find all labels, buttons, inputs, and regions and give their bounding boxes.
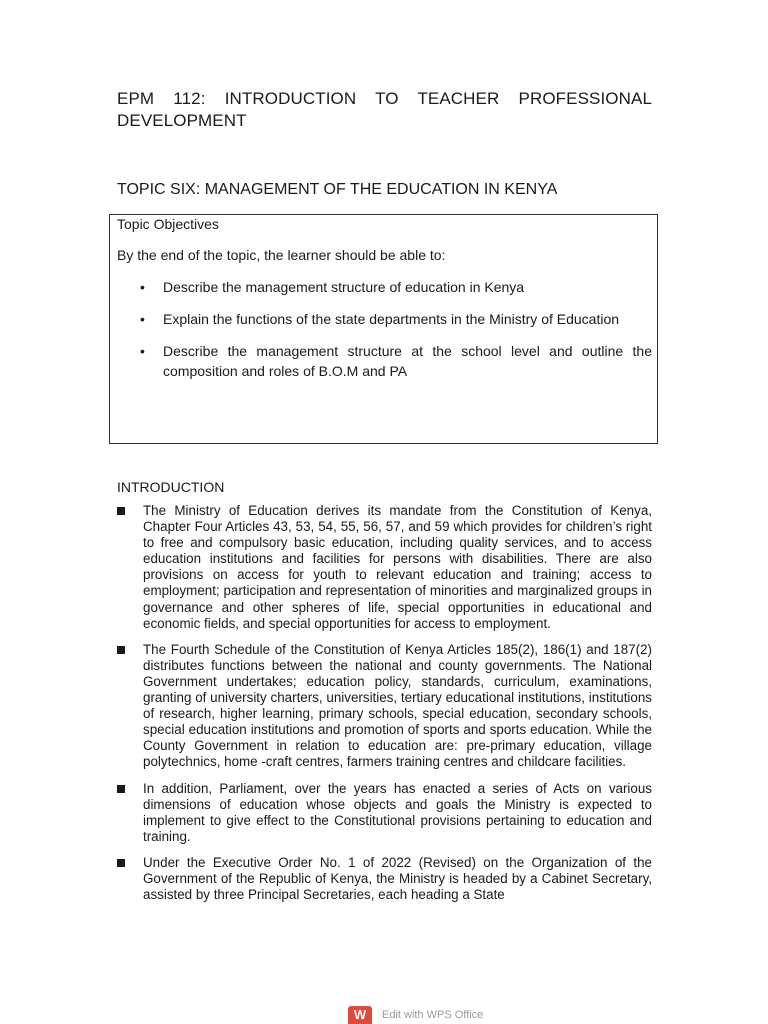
topic-objectives-box (109, 214, 658, 444)
objectives-list (110, 277, 659, 393)
edit-with-wps-link[interactable]: Edit with WPS Office (382, 1009, 484, 1021)
objective-text: Describe the management structure of education in Kenya (163, 279, 525, 295)
bullet-dot-icon: • (140, 311, 145, 327)
bullet-dot-icon: • (140, 279, 145, 295)
list-item (143, 503, 652, 632)
square-bullet-icon (117, 859, 125, 867)
paragraph-text: Under the Executive Order No. 1 of 2022 (Revised) on the Organization of the Government of the Republic of Kenya, the Ministry is headed by a Cabinet Secretary, assisted by three Principal Secretaries, each heading a State (143, 854, 652, 903)
objective-item (110, 309, 659, 329)
objective-item (110, 277, 659, 297)
bullet-dot-icon: • (140, 343, 145, 359)
introduction-list (0, 503, 768, 913)
introduction-heading: INTRODUCTION (117, 479, 225, 495)
objectives-heading: Topic Objectives (117, 216, 219, 232)
list-item (143, 781, 652, 845)
square-bullet-icon (117, 507, 125, 515)
wps-watermark[interactable] (348, 1006, 483, 1024)
square-bullet-icon (117, 646, 125, 654)
paragraph-text: In addition, Parliament, over the years has enacted a series of Acts on various dimensions of education whose objects and goals the Ministry is expected to implement to give effect to the Constitutional provisions pertaining to education and training. (143, 780, 652, 844)
topic-title: TOPIC SIX: MANAGEMENT OF THE EDUCATION IN KENYA (117, 181, 558, 198)
objective-item (110, 341, 659, 381)
objective-text: Explain the functions of the state departments in the Ministry of Education (163, 311, 620, 327)
objectives-intro: By the end of the topic, the learner should be able to: (117, 247, 446, 263)
objective-text: Describe the management structure at the school level and outline the composition and roles of B.O.M and PA (163, 343, 652, 379)
wps-logo-icon: W (348, 1006, 372, 1024)
paragraph-text: The Fourth Schedule of the Constitution of Kenya Articles 185(2), 186(1) and 187(2) distributes functions between the national and county governments. The National Government undertakes; education policy, standards, curriculum, examinations, granting of university charters, universities, tertiary educational institutions, institutions of research, higher learning, primary schools, special education, secondary schools, special education institutions and promotion of sports and sports education. While the County Government in relation to education are: pre-primary education, village polytechnics, home -craft centres, farmers training centres and childcare facilities. (143, 641, 652, 770)
paragraph-text: The Ministry of Education derives its mandate from the Constitution of Kenya, Chapter Four Articles 43, 53, 54, 55, 56, 57, and 59 which provides for children’s right to free and compulsory basic education, including quality services, and to access education institutions and facilities for persons with disabilities. There are also provisions on access for youth to relevant education and training; access to employment; participation and representation of minorities and marginalized groups in governance and other spheres of life, special opportunities in educational and economic fields, and special opportunities for access to employment. (143, 503, 652, 631)
document-title: EPM 112: INTRODUCTION TO TEACHER PROFESSIONAL DEVELOPMENT (117, 89, 652, 130)
square-bullet-icon (117, 785, 125, 793)
list-item (143, 855, 652, 903)
list-item (143, 642, 652, 771)
